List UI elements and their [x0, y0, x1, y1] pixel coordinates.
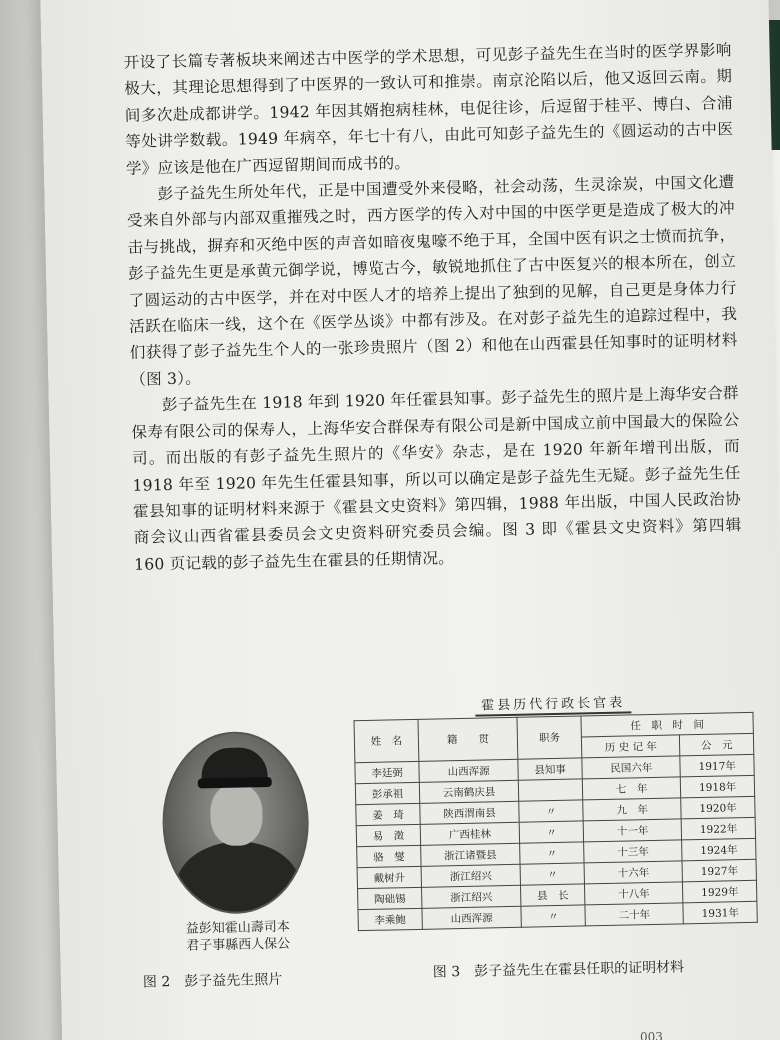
figure-3 [353, 689, 758, 931]
paragraph-3: 彭子益先生在 1918 年到 1920 年任霍县知事。彭子益先生的照片是上海华安合群保寿有限公司的保寿人，上海华安合群保寿有限公司是新中国成立前中国最大的保险公司。而出版的有彭子益先生照片的《华安》杂志，是在 1920 年新年增刊出版，而 1918 年至 1920 年先生任霍县知事，所以可以确定是彭子益先生无疑。彭子益先生任霍县知事的证明材料来源于《霍县文史资料》第四辑，1988 年出版，中国人民政治协商会议山西省霍县委员会文史资料研究委员会编。图 3 即《霍县文史资料》第四辑 160 页记载的彭子益先生在霍县的任期情况。 [131, 384, 742, 574]
cell-origin: 山西浑源 [419, 759, 518, 782]
cell-post: 〃 [520, 842, 584, 864]
cell-ad: 1924年 [682, 838, 756, 861]
cell-year: 二十年 [585, 903, 684, 926]
cell-year: 九 年 [583, 798, 682, 821]
cell-origin: 浙江诸暨县 [421, 843, 520, 866]
cell-ad: 1922年 [681, 817, 755, 840]
officials-table [353, 712, 757, 931]
portrait-photo [161, 730, 311, 915]
header-post: 职务 [517, 716, 582, 759]
cell-origin: 广西桂林 [420, 822, 519, 845]
cell-year: 十一年 [583, 819, 682, 842]
figure-2-caption: 图 2 彭子益先生照片 [142, 971, 283, 991]
cell-ad: 1929年 [683, 880, 757, 903]
figure-2 [152, 730, 321, 955]
cell-year: 十三年 [584, 840, 683, 863]
cell-ad: 1920年 [681, 796, 755, 819]
photo-inscription: 益彭知霍山壽司本 君子事縣西人保公 [185, 919, 291, 954]
cell-year: 十八年 [585, 882, 684, 905]
cell-ad: 1927年 [682, 859, 756, 882]
cell-ad: 1917年 [680, 754, 754, 777]
page-number: 003 [640, 1030, 663, 1040]
cell-year: 民国六年 [582, 756, 681, 779]
cell-post: 县知事 [518, 758, 582, 780]
cell-post: 县 长 [521, 884, 585, 906]
cell-origin: 浙江绍兴 [421, 864, 520, 887]
body-text [123, 37, 742, 578]
cell-year: 十六年 [584, 861, 683, 884]
cell-post: 〃 [519, 800, 583, 822]
header-term: 任 职 时 间 [581, 712, 753, 737]
cell-post: 〃 [519, 821, 583, 843]
cell-origin: 陕西渭南县 [420, 801, 519, 824]
header-origin: 籍 贯 [418, 717, 518, 761]
cell-ad: 1918年 [681, 775, 755, 798]
cell-name: 李廷弼 [355, 761, 419, 783]
cell-origin: 山西浑源 [422, 906, 521, 929]
cell-name: 骆 燮 [357, 845, 421, 867]
header-name: 姓 名 [354, 719, 419, 762]
cell-name: 易 澂 [356, 824, 420, 846]
cell-name: 姜 琦 [356, 803, 420, 825]
table-body [355, 754, 757, 930]
cell-origin: 云南鹤庆县 [419, 780, 518, 803]
book-page [40, 0, 780, 1040]
cell-ad: 1931年 [683, 901, 757, 924]
cell-name: 戴树升 [357, 866, 421, 888]
cell-post: 〃 [521, 905, 585, 927]
header-calendar: 历 史 记 年 [582, 735, 681, 758]
cell-origin: 浙江绍兴 [422, 885, 521, 908]
cell-year: 七 年 [582, 777, 681, 800]
cell-name: 彭承祖 [355, 782, 419, 804]
figure-3-caption: 图 3 彭子益先生在霍县任职的证明材料 [432, 959, 685, 981]
table-title: 霍县历代行政长官表 [353, 689, 753, 716]
paragraph-1: 开设了长篇专著板块来阐述古中医学的学术思想，可见彭子益先生在当时的医学界影响极大，其理论思想得到了中医界的一致认可和推崇。南京沦陷以后，他又返回云南。期间多次赴成都讲学。1942 年因其婿抱病桂林，电促往诊，后逗留于桂平、博白、合浦等处讲学数载。1949 年病卒，年七十有八，由此可知彭子益先生的《圆运动的古中医学》应该是他在广西逗留期间而成书的。 [123, 41, 734, 178]
cell-post [518, 779, 582, 801]
header-ad: 公 元 [680, 733, 754, 756]
paragraph-2: 彭子益先生所处年代，正是中国遭受外来侵略，社会动荡，生灵涂炭，中国文化遭受来自外部与内部双重摧残之时，西方医学的传入对中国的中医学更是造成了极大的冲击与挑战，摒弃和灭绝中医的声音如暗夜鬼嚎不绝于耳，全国中医有识之士愤而抗争，彭子益先生更是承黄元御学说，博览古今，敏锐地抓住了古中医复兴的根本所在，创立了圆运动的古中医学，并在对中医人才的培养上提出了独到的见解，自己更是身体力行活跃在临床一线，这个在《医学丛谈》中都有涉及。在对彭子益先生的追踪过程中，我们获得了彭子益先生个人的一张珍贵照片（图 2）和他在山西霍县任知事时的证明材料（图 3）。 [126, 173, 738, 389]
cell-post: 〃 [520, 863, 584, 885]
cell-name: 陶础锡 [358, 887, 422, 909]
cell-name: 李乘鲍 [358, 908, 422, 930]
